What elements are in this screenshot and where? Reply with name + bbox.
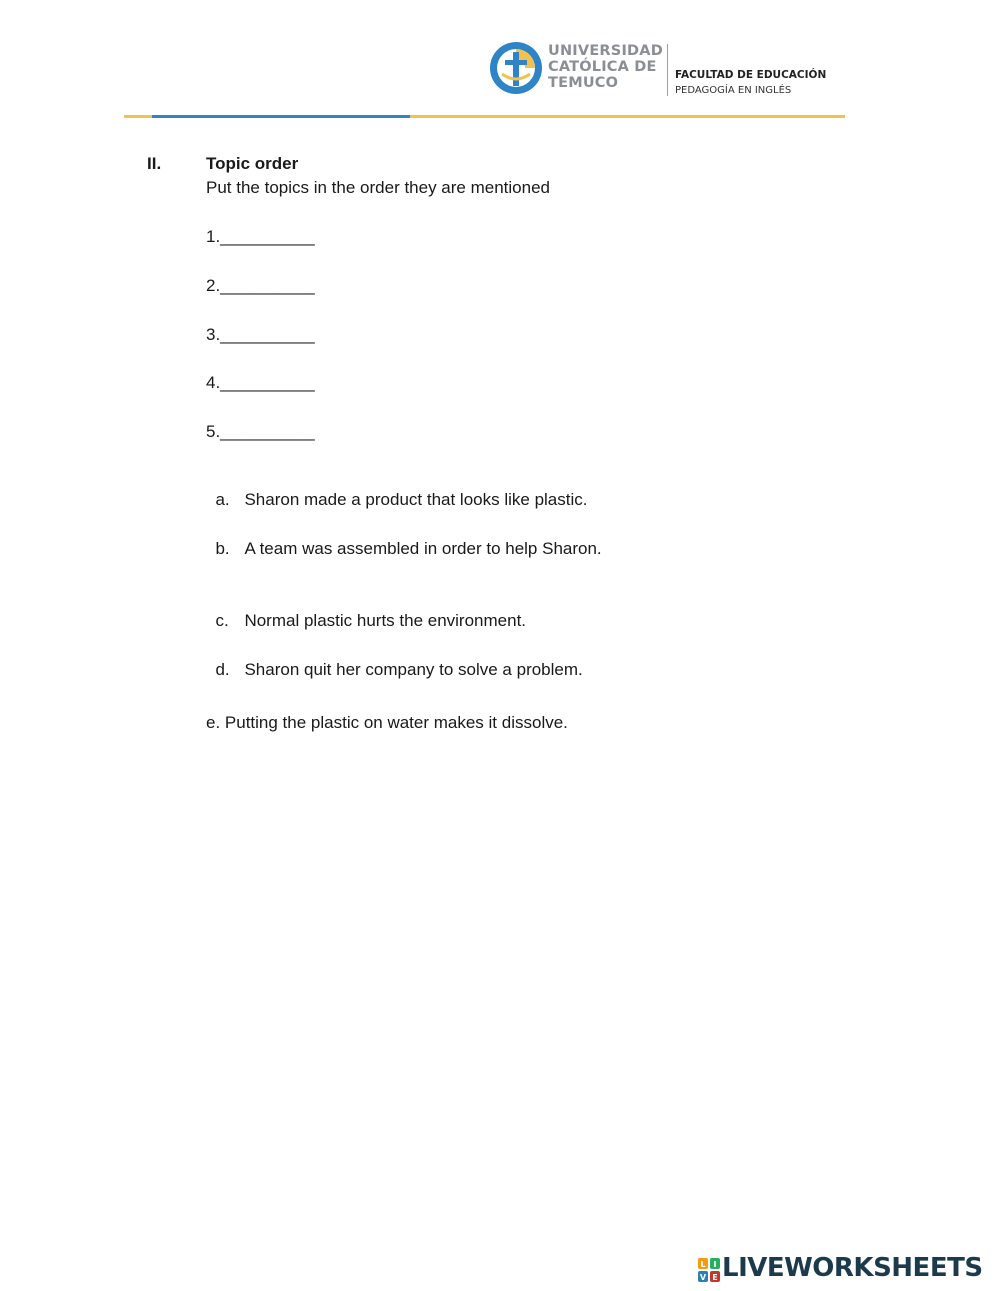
answer-blank-5[interactable]: 5.__________ xyxy=(206,422,315,441)
option-d xyxy=(206,640,583,680)
option-letter: d. xyxy=(215,660,230,679)
logo-tile-letter: E xyxy=(712,1273,718,1282)
option-a xyxy=(206,470,587,510)
option-b xyxy=(206,519,602,559)
university-name-line-1: UNIVERSIDAD xyxy=(548,43,663,59)
option-letter: b. xyxy=(215,539,230,558)
logo-tile-letter: V xyxy=(699,1273,707,1282)
header-rule-accent xyxy=(152,115,410,118)
logo-tile-letter: I xyxy=(713,1260,717,1269)
option-e: e. Putting the plastic on water makes it dissolve. xyxy=(206,713,568,732)
faculty-name: FACULTAD DE EDUCACIÓN xyxy=(675,69,827,81)
answer-blank-1[interactable]: 1.__________ xyxy=(206,227,315,246)
university-name-line-3: TEMUCO xyxy=(548,75,619,91)
option-c xyxy=(206,591,526,631)
answer-blank-2[interactable]: 2.__________ xyxy=(206,276,315,295)
liveworksheets-brand[interactable]: LIVEWORKSHEETS xyxy=(722,1253,983,1283)
logo-tile-letter: L xyxy=(700,1260,706,1269)
option-text: Normal plastic hurts the environment. xyxy=(244,611,527,630)
answer-blank-4[interactable]: 4.__________ xyxy=(206,373,315,392)
option-text: Sharon made a product that looks like plastic. xyxy=(244,490,588,509)
university-logo-icon xyxy=(488,40,544,96)
liveworksheets-logo-icon xyxy=(698,1258,720,1282)
answer-blank-3[interactable]: 3.__________ xyxy=(206,325,315,344)
section-title: Topic order xyxy=(206,154,299,173)
university-name xyxy=(548,43,663,91)
section-number: II. xyxy=(147,154,162,173)
section-instruction: Put the topics in the order they are mentioned xyxy=(206,178,550,197)
university-name-line-2: CATÓLICA DE xyxy=(548,59,657,75)
program-name: PEDAGOGÍA EN INGLÉS xyxy=(675,85,792,96)
option-text: Sharon quit her company to solve a problem. xyxy=(244,660,583,679)
option-letter: a. xyxy=(215,490,230,509)
option-text: A team was assembled in order to help Sharon. xyxy=(244,539,602,558)
option-letter: c. xyxy=(215,611,229,630)
header-divider xyxy=(667,44,668,96)
